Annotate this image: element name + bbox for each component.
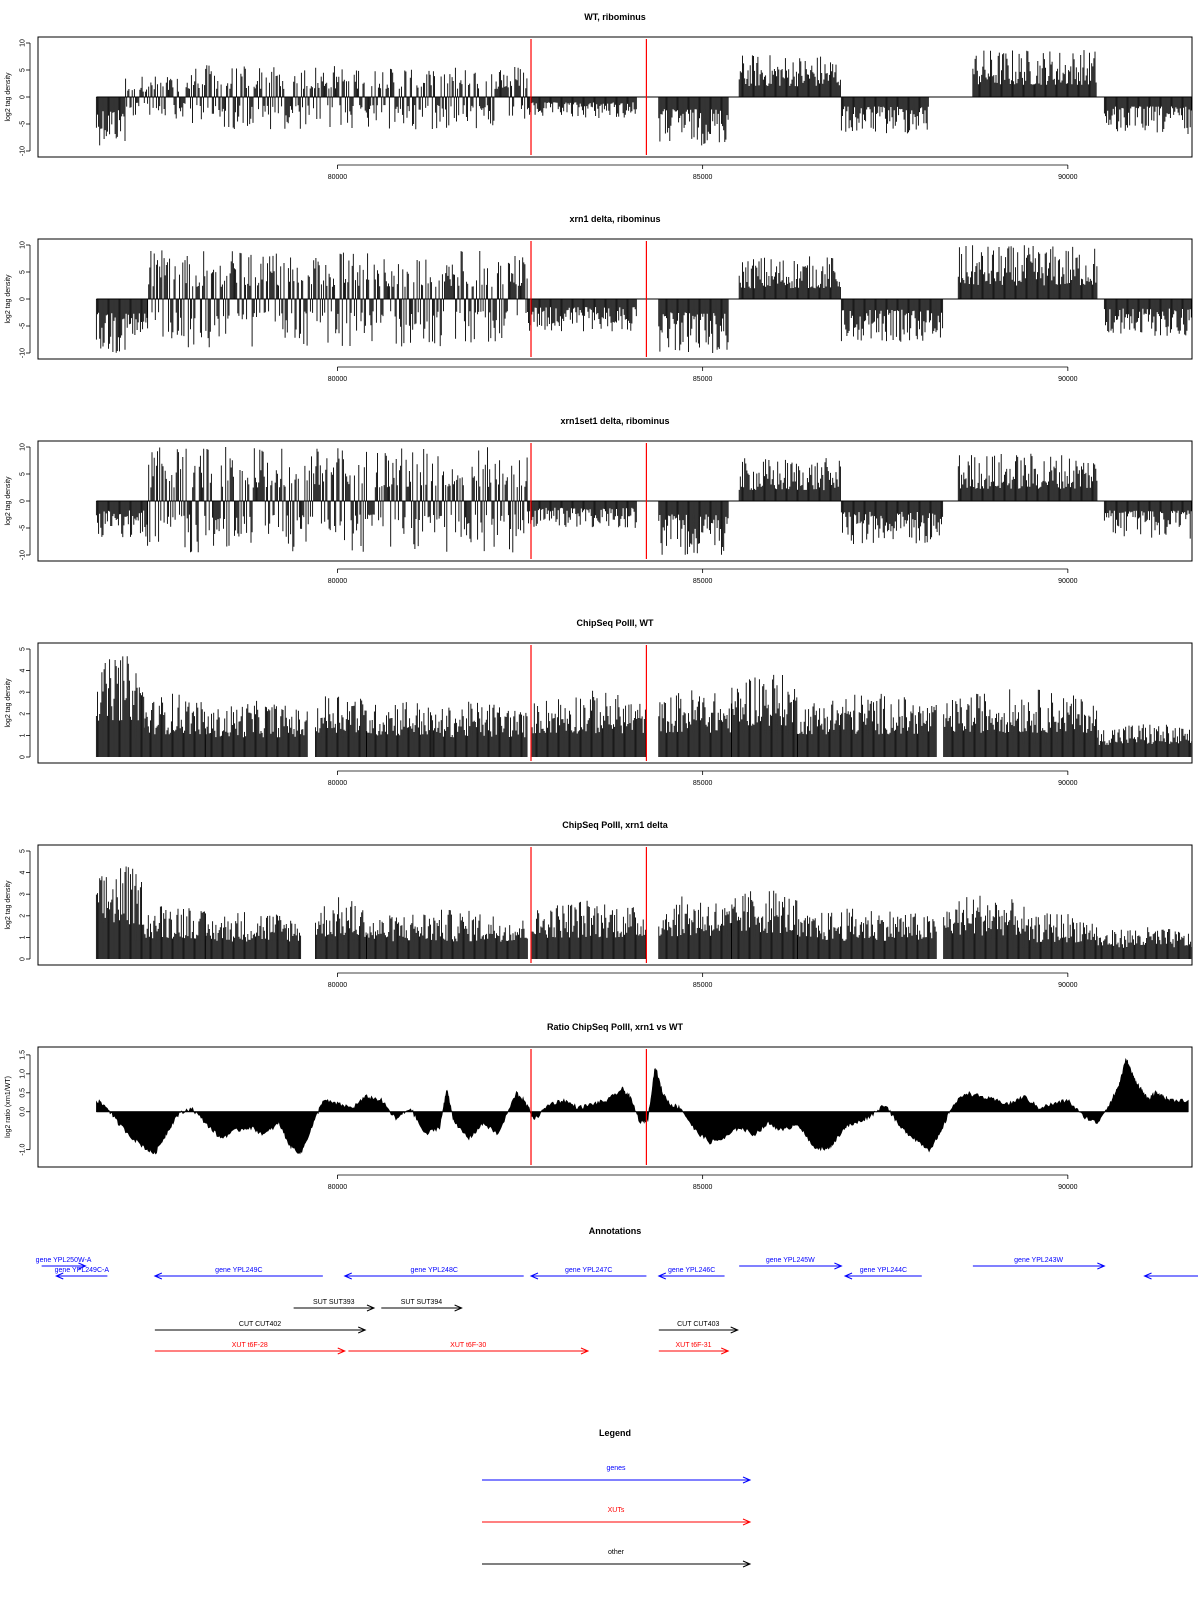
y-tick-label: 5	[19, 68, 27, 72]
annotation-feature	[973, 1257, 1104, 1269]
y-tick-label: -10	[19, 347, 27, 359]
x-tick-label: 85000	[692, 578, 713, 585]
feature-label: XUT t6F-30	[450, 1342, 487, 1349]
annotation-feature	[348, 1342, 588, 1354]
feature-label: gene YPL248C	[410, 1267, 458, 1274]
feature-label: gene YPL245W	[765, 1257, 815, 1264]
y-tick-label: -5	[19, 120, 27, 128]
x-tick-label: 85000	[692, 982, 713, 989]
y-axis-label: log2 tag density	[5, 880, 12, 930]
feature-label: gene YPL249C-A	[54, 1267, 110, 1274]
x-tick-label: 80000	[327, 578, 348, 585]
annotation-feature	[659, 1321, 738, 1333]
y-tick-label: 1.5	[19, 1050, 27, 1060]
y-tick-label: 0.5	[19, 1087, 27, 1098]
feature-label: gene YPL244C	[859, 1267, 908, 1274]
signal-bar-path	[96, 50, 1191, 145]
y-tick-label: 10	[19, 241, 27, 249]
y-tick-label: 5	[19, 647, 27, 651]
annotation-feature	[659, 1267, 725, 1279]
panel-title: xrn1 delta, ribominus	[569, 214, 661, 224]
y-tick-label: 10	[19, 443, 27, 451]
y-tick-label: 3	[19, 690, 27, 695]
signal-bars	[96, 245, 1192, 353]
annotation-feature	[659, 1342, 728, 1354]
annotation-feature	[345, 1267, 524, 1279]
annotation-feature	[1145, 1273, 1198, 1279]
feature-label: gene YPL247C	[565, 1267, 613, 1274]
x-tick-label: 85000	[692, 174, 713, 181]
feature-label: gene YPL243W	[1014, 1257, 1064, 1264]
y-tick-label: -1.0	[19, 1143, 27, 1156]
feature-label: gene YPL246C	[668, 1267, 716, 1274]
x-tick-label: 90000	[1058, 376, 1078, 383]
y-axis-label: log2 tag density	[5, 678, 12, 728]
x-tick-label: 90000	[1058, 174, 1078, 181]
x-tick-label: 85000	[692, 376, 713, 383]
annotation-feature	[155, 1342, 345, 1354]
legend-item	[482, 1549, 750, 1567]
panel-title: Ratio ChipSeq PolII, xrn1 vs WT	[546, 1022, 684, 1032]
annotations-panel	[36, 1226, 1198, 1354]
signal-bars	[96, 867, 1191, 960]
annotation-feature	[531, 1267, 646, 1279]
y-tick-label: 0	[19, 499, 27, 503]
feature-label: CUT CUT402	[238, 1321, 282, 1328]
y-tick-label: -5	[19, 524, 27, 532]
chart-panel-6	[5, 1022, 1192, 1191]
panel-title: WT, ribominus	[584, 12, 646, 22]
y-axis-label: log2 tag density	[5, 476, 12, 526]
x-tick-label: 80000	[327, 174, 348, 181]
signal-bar-path	[96, 656, 1191, 757]
y-tick-label: 1	[19, 935, 27, 940]
legend-item-label: genes	[606, 1465, 626, 1472]
ratio-area	[96, 1059, 1188, 1154]
x-tick-label: 80000	[327, 982, 348, 989]
annotation-feature	[294, 1299, 374, 1311]
y-tick-label: 4	[19, 668, 27, 673]
chart-panel-1	[5, 12, 1192, 181]
annotations-title: Annotations	[588, 1226, 642, 1236]
legend-item	[482, 1507, 750, 1525]
legend-item-label: XUTs	[607, 1507, 625, 1514]
signal-bars	[96, 656, 1191, 757]
annotation-feature	[845, 1267, 922, 1279]
y-tick-label: 0.0	[19, 1106, 27, 1117]
y-tick-label: 10	[19, 39, 27, 47]
chart-panel-2	[5, 214, 1192, 383]
y-axis-label: log2 tag density	[5, 72, 12, 122]
y-tick-label: 5	[19, 270, 27, 274]
x-tick-label: 85000	[692, 780, 713, 787]
y-tick-label: 5	[19, 849, 27, 853]
feature-label: XUT t6F-31	[675, 1342, 712, 1349]
y-tick-label: 2	[19, 711, 27, 716]
panel-title: xrn1set1 delta, ribominus	[560, 416, 670, 426]
signal-bar-path	[96, 867, 1191, 960]
x-tick-label: 90000	[1058, 578, 1078, 585]
x-tick-label: 80000	[327, 376, 348, 383]
legend-title: Legend	[598, 1428, 632, 1438]
y-tick-label: 4	[19, 870, 27, 875]
y-tick-label: 0	[19, 957, 27, 961]
y-axis-label: log2 tag density	[5, 274, 12, 324]
y-tick-label: -10	[19, 549, 27, 561]
signal-bars	[96, 50, 1192, 145]
feature-label: CUT CUT403	[677, 1321, 720, 1328]
y-tick-label: 1	[19, 733, 27, 738]
panel-title: ChipSeq PolII, WT	[576, 618, 654, 628]
x-tick-label: 85000	[692, 1184, 713, 1191]
chart-panel-4	[5, 618, 1192, 787]
feature-label: XUT t6F-28	[231, 1342, 268, 1349]
legend-item-label: other	[608, 1549, 624, 1556]
legend-panel	[482, 1428, 750, 1567]
annotation-feature	[381, 1299, 461, 1311]
y-tick-label: 0	[19, 297, 27, 301]
chart-panel-3	[5, 416, 1192, 585]
panel-title: ChipSeq PolII, xrn1 delta	[562, 820, 668, 830]
annotation-feature	[739, 1257, 841, 1269]
feature-label: gene YPL249C	[215, 1267, 263, 1274]
annotation-feature	[155, 1267, 323, 1279]
y-tick-label: -10	[19, 145, 27, 157]
feature-label: SUT SUT393	[313, 1299, 355, 1306]
y-tick-label: 3	[19, 892, 27, 897]
annotation-feature	[155, 1321, 365, 1333]
x-tick-label: 90000	[1058, 982, 1078, 989]
annotation-feature	[55, 1267, 110, 1279]
x-tick-label: 90000	[1058, 780, 1078, 787]
feature-label: gene YPL250W-A	[35, 1257, 92, 1264]
legend-item	[482, 1465, 750, 1483]
y-tick-label: 0	[19, 755, 27, 759]
feature-label: SUT SUT394	[400, 1299, 443, 1306]
chart-panel-5	[5, 820, 1192, 989]
y-tick-label: 5	[19, 472, 27, 476]
x-tick-label: 80000	[327, 780, 348, 787]
y-tick-label: -5	[19, 322, 27, 330]
signal-bars	[96, 447, 1192, 555]
y-axis-label: log2 ratio (xrn1/WT)	[5, 1076, 12, 1138]
y-tick-label: 0	[19, 95, 27, 99]
y-tick-label: 2	[19, 913, 27, 918]
y-tick-label: 1.0	[19, 1068, 27, 1079]
x-tick-label: 80000	[327, 1184, 348, 1191]
x-tick-label: 90000	[1058, 1184, 1078, 1191]
